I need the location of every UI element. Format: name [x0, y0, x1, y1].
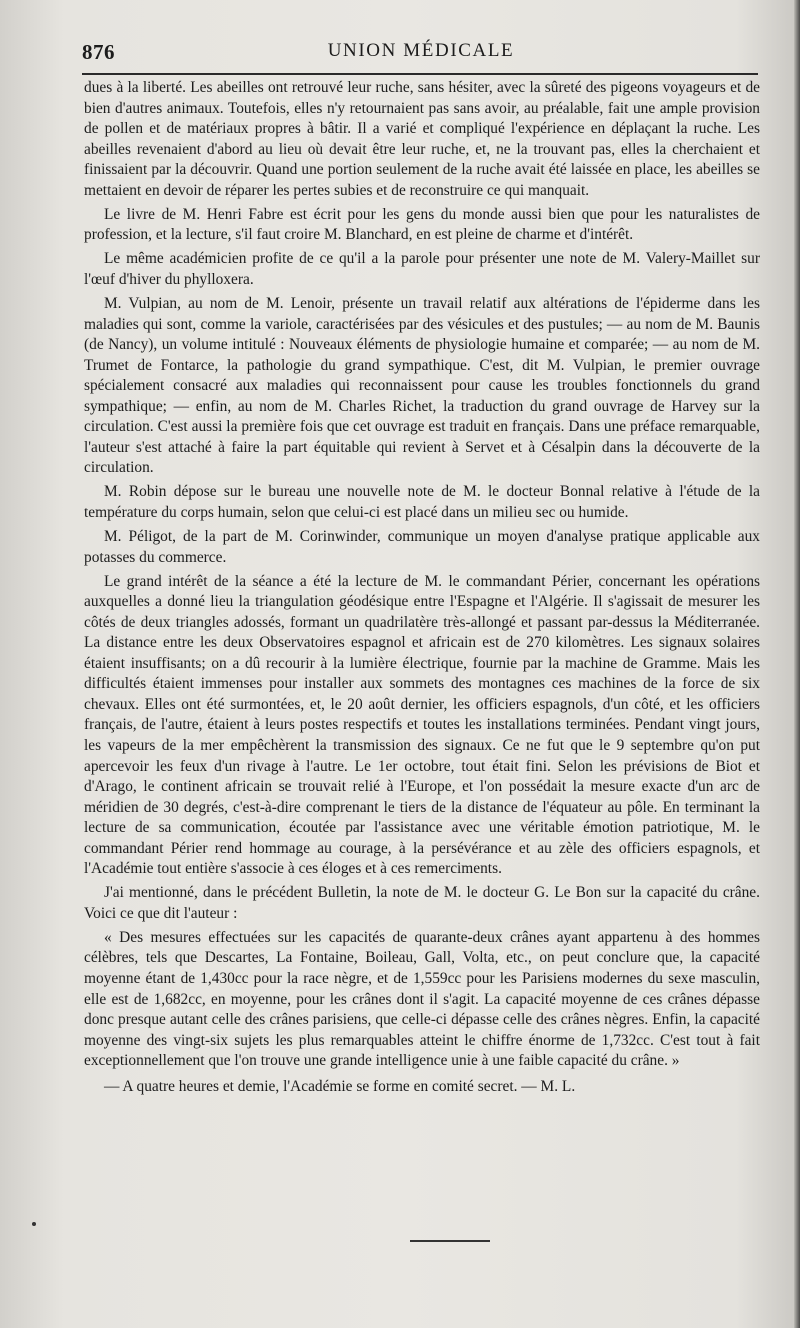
article-body — [84, 78, 760, 1101]
paragraph-robin: M. Robin dépose sur le bureau une nouvelle note de M. le docteur Bonnal relative à l'étude de la température du corps humain, selon que celui-ci est placé dans un milieu sec ou humide. — [84, 483, 760, 521]
paragraph-bees: dues à la liberté. Les abeilles ont retrouvé leur ruche, sans hésiter, avec la sûreté des pigeons voyageurs et de bien d'autres animaux. Toutefois, elles n'y retournaient pas sans avoir, au préalable, fait une ample provision de pollen et de matériaux propres à bâtir. Il a varié et compliqué l'expérience en déplaçant la ruche. Les abeilles revenaient d'abord au lieu où devait être leur ruche, et, ne la trouvant pas, elles la cherchaient et finissaient par la découvrir. Quand une portion seulement de la ruche avait été laissée en place, les abeilles se mettaient en devoir de réparer les pertes subies et de reconstruire ce qui manquait. — [84, 79, 760, 199]
paragraph-le-bon: J'ai mentionné, dans le précédent Bulletin, la note de M. le docteur G. Le Bon sur la capacité du crâne. Voici ce que dit l'auteur : — [84, 884, 760, 922]
paragraph-perier: Le grand intérêt de la séance a été la lecture de M. le commandant Périer, concernant les opérations auxquelles a donné lieu la triangulation géodésique entre l'Espagne et l'Algérie. Il s'agissait de mesurer les côtés de deux triangles adossés, formant un quadrilatère très-allongé et passant par-dessus la Méditerranée. La distance entre les deux Observatoires espagnol et africain est de 270 kilomètres. Les signaux solaires étaient insuffisants; on a dû recourir à la lumière électrique, fournie par la machine de Gramme. Mais les difficultés étaient immenses pour installer aux sommets des montagnes ces machines de la force de six chevaux. Elles ont été surmontées, et, le 20 août dernier, les officiers espagnols, d'un côté, et les officiers français, de l'autre, étaient à leurs postes respectifs et toutes les installations terminées. Pendant vingt jours, les vapeurs de la mer empêchèrent la transmission des signaux. Ce ne fut que le 9 septembre qu'on put apercevoir les feux d'un rivage à l'autre. Le 1er octobre, tout était fini. Selon les prévisions de Biot et d'Arago, le continent africain se trouvait relié à l'Europe, et l'on possédait la mesure exacte d'un arc de méridien de 30 degrés, c'est-à-dire comprenant le tiers de la distance de l'équateur au pôle. En terminant la lecture de sa communication, écoutée par l'assistance avec une véritable émotion patriotique, M. le commandant Périer rend hommage au courage, à la persévérance et au zèle des officiers espagnols, et l'Académie tout entière s'associe à ces éloges et à ces remerciments. — [84, 572, 760, 878]
margin-speck — [32, 1222, 36, 1226]
paragraph-phylloxera: Le même académicien profite de ce qu'il a la parole pour présenter une note de M. Valery-Maillet sur l'œuf d'hiver du phylloxera. — [84, 250, 760, 288]
paragraph-peligot: M. Péligot, de la part de M. Corinwinder, communique un moyen d'analyse pratique applicable aux potasses du commerce. — [84, 527, 760, 566]
paragraph-vulpian: M. Vulpian, au nom de M. Lenoir, présente un travail relatif aux altérations de l'épiderme dans les maladies qui sont, comme la variole, caractérisées par des vésicules et des pustules; — au nom de M. Baunis (de Nancy), un volume intitulé : Nouveaux éléments de physiologie humaine et comparée; — au nom de M. Trumet de Fontarce, la pathologie du grand sympathique. C'est, dit M. Vulpian, le premier ouvrage spécialement consacré aux maladies qui reconnaissent pour cause les troubles fonctionnels du grand sympathique; — enfin, au nom de M. Charles Richet, la traduction du grand ouvrage de Harvey sur la circulation. C'est aussi la première fois que cet ouvrage est traduit en français. Dans une préface remarquable, l'auteur s'est attaché à faire la part équitable qui revient à Servet et à Césalpin dans la découverte de la circulation. — [84, 294, 760, 477]
page-edge-shadow — [794, 0, 800, 1328]
paragraph-quote: « Des mesures effectuées sur les capacités de quarante-deux crânes ayant appartenu à des hommes célèbres, tels que Descartes, La Fontaine, Boileau, Gall, Volta, etc., on peut conclure que, la capacité moyenne étant de 1,430cc pour la race nègre, et de 1,559cc pour les Parisiens modernes du sexe masculin, elle est de 1,682cc, en moyenne, pour les crânes dont il s'agit. La capacité moyenne de ces crânes dépasse donc presque autant celle des crânes parisiens, que celle-ci dépasse celle des crânes nègres. Enfin, la capacité moyenne des vingt-six sujets les plus remarquables atteint le chiffre énorme de 1,732cc. C'est tout à fait exceptionnellement que l'on trouve une grande intelligence unie à une faible capacité du crâne. » — [84, 928, 760, 1070]
paragraph-closing: — A quatre heures et demie, l'Académie se forme en comité secret. — M. L. — [104, 1077, 576, 1095]
page-header — [82, 40, 760, 64]
page-number: 876 — [82, 40, 115, 64]
running-title: UNION MÉDICALE — [327, 40, 515, 61]
header-rule — [82, 73, 758, 75]
closing-rule — [410, 1240, 490, 1242]
paragraph-fabre-book: Le livre de M. Henri Fabre est écrit pour les gens du monde aussi bien que pour les naturalistes de profession, et la lecture, s'il faut croire M. Blanchard, en est pleine de charme et d'intérêt. — [84, 205, 760, 244]
